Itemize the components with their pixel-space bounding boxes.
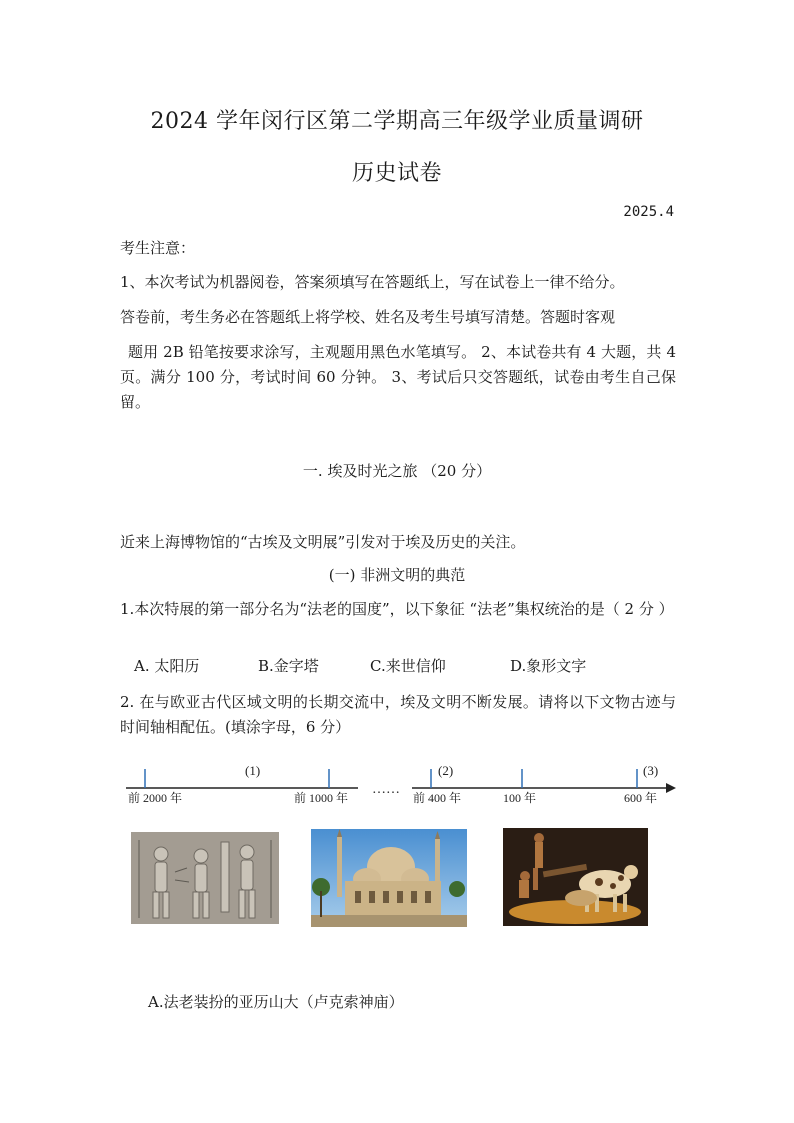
option-c[interactable]: C.来世信仰 (370, 657, 446, 675)
image-caption-a: A.法老装扮的亚历山大（卢克索神庙） (148, 993, 404, 1011)
notice-paragraph: 题用 2B 铅笔按要求涂写，主观题用黑色水笔填写。 2、本试卷共有 4 大题，共 4 页。满分 100 分，考试时间 60 分钟。 3、考试后只交答题纸，试卷由考生自己保留。 (120, 343, 676, 411)
section-subtitle: (一) 非洲文明的典范 (328, 566, 466, 584)
timeline-break: …… (372, 782, 400, 797)
page-title: 2024 学年闵行区第二学期高三年级学业质量调研 (150, 109, 644, 134)
section-intro: 近来上海博物馆的“古埃及文明展”引发对于埃及历史的关注。 (120, 533, 526, 551)
section-title: 一. 埃及时光之旅 （20 分） (302, 462, 492, 480)
timeline (0, 755, 794, 815)
mosque-image (311, 829, 467, 927)
farming-figurine-photo (503, 828, 648, 926)
page-subtitle: 历史试卷 (351, 161, 442, 186)
option-d[interactable]: D.象形文字 (510, 657, 587, 675)
question-2: 2. 在与欧亚古代区域文明的长期交流中，埃及文明不断发展。请将以下文物古迹与时间轴相配伍。(填涂字母，6 分） (120, 693, 676, 736)
tick-label-2: 前 1000 年 (294, 791, 349, 805)
notice-heading: 考生注意： (120, 239, 196, 257)
mosque-photo (311, 829, 467, 927)
exam-date: 2025.4 (623, 204, 674, 220)
question-1: 1.本次特展的第一部分名为“法老的国度”，以下象征 “法老”集权统治的是（ 2 分 ） (120, 600, 674, 618)
tick-label-1: 前 2000 年 (128, 791, 183, 805)
timeline-arrow-icon (666, 783, 676, 793)
option-a[interactable]: A. 太阳历 (134, 657, 200, 675)
tick-label-4: 100 年 (503, 791, 537, 805)
notice-line-2: 答卷前，考生务必在答题纸上将学校、姓名及考生号填写清楚。答题时客观 (120, 308, 616, 326)
notice-line-1: 1、本次考试为机器阅卷，答案须填写在答题纸上，写在试卷上一律不给分。 (120, 273, 625, 291)
timeline-slot-2[interactable]: (2) (438, 763, 454, 778)
option-b[interactable]: B.金字塔 (258, 657, 319, 675)
tick-label-5: 600 年 (624, 791, 658, 805)
figurine-image (503, 828, 648, 926)
tick-label-3: 前 400 年 (413, 791, 462, 805)
luxor-relief-photo (131, 832, 279, 924)
timeline-slot-1[interactable]: (1) (245, 763, 261, 778)
relief-image (131, 832, 279, 924)
timeline-slot-3[interactable]: (3) (643, 763, 659, 778)
